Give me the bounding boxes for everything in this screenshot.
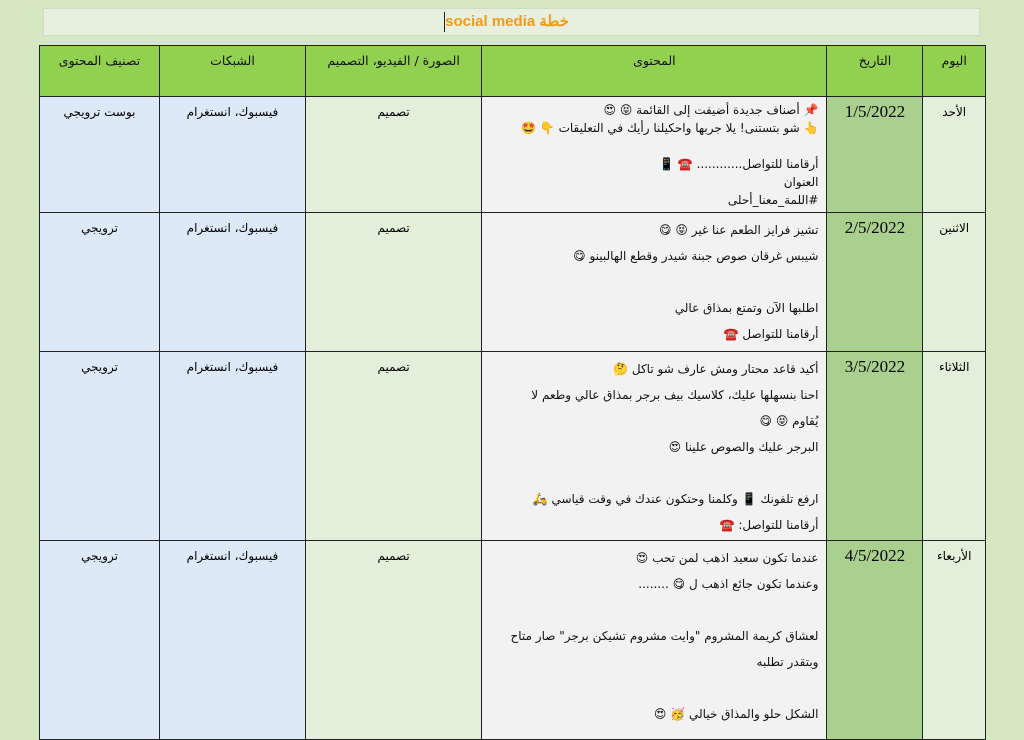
cell-content[interactable] [482,541,827,740]
content-line: أرقامنا للتواصل............ ☎️ 📱 [659,157,819,171]
table-row [40,213,986,352]
content-line: البرجر عليك والصوص علينا 😍 [668,440,819,454]
blank-line [488,597,818,623]
cell-day[interactable]: الأحد [923,97,986,213]
table-row [40,352,986,541]
table-row [40,97,986,213]
cell-day[interactable]: الثلاثاء [923,352,986,541]
content-line: أكيد قاعد محتار ومش عارف شو تاكل 🤔 [613,362,819,376]
content-line: وبتقدر تطلبه [756,655,819,669]
cell-date[interactable]: 3/5/2022 [827,352,923,541]
cell-media[interactable]: تصميم [305,352,481,541]
content-plan-table [39,45,986,740]
cell-content[interactable] [482,97,827,213]
content-line: لعشاق كريمة المشروم "وايت مشروم تشيكن برجر" صار متاح [510,629,819,643]
cell-networks[interactable]: فيسبوك، انستغرام [159,352,305,541]
cell-media[interactable]: تصميم [305,97,481,213]
cell-content[interactable] [482,213,827,352]
header-day: اليوم [923,46,986,97]
content-line: الشكل حلو والمذاق خيالي 🥳 😍 [653,707,819,721]
header-content: المحتوى [482,46,827,97]
header-networks: الشبكات [159,46,305,97]
cell-day[interactable]: الاثنين [923,213,986,352]
content-line: 📌 أصناف جديدة أضيفت إلى القائمة 😝 😍 [603,103,819,117]
content-line: أرقامنا للتواصل: ☎️ [719,518,819,532]
cell-date[interactable]: 1/5/2022 [827,97,923,213]
cell-category[interactable]: ترويجي [40,541,160,740]
blank-line [488,675,818,701]
cell-networks[interactable]: فيسبوك، انستغرام [159,541,305,740]
content-line: تشيز فرايز الطعم عنا غير 😝 😋 [659,223,819,237]
content-line: عندما تكون سعيد اذهب لمن تحب 😍 [635,551,819,565]
content-line: وعندما تكون جائع اذهب ل 😋 ........ [638,577,819,591]
content-line: شيبس غرقان صوص جبنة شيدر وقطع الهالبينو 😋 [573,249,819,263]
blank-line [488,460,818,486]
cell-networks[interactable]: فيسبوك، انستغرام [159,97,305,213]
sheet-title-text: خطة social media [445,13,569,30]
cell-day[interactable]: الأربعاء [923,541,986,740]
table-row [40,541,986,740]
header-row [40,46,986,97]
content-line: أرقامنا للتواصل ☎️ [723,327,819,341]
cell-date[interactable]: 2/5/2022 [827,213,923,352]
blank-line [488,269,818,295]
sheet-title[interactable] [43,8,980,36]
header-date: التاريخ [827,46,923,97]
cell-date[interactable]: 4/5/2022 [827,541,923,740]
cell-content[interactable] [482,352,827,541]
cell-networks[interactable]: فيسبوك، انستغرام [159,213,305,352]
cell-category[interactable]: ترويجي [40,352,160,541]
header-media: الصورة / الفيديو، التصميم [305,46,481,97]
content-line: #اللمة_معنا_أحلى [727,193,819,207]
blank-line [488,137,818,155]
content-line: يُقاوم 😝 😋 [759,414,819,428]
content-line: اطلبها الآن وتمتع بمذاق عالي [674,301,819,315]
content-line: احنا بنسهلها عليك، كلاسيك بيف برجر بمذاق عالي وطعم لا [531,388,819,402]
header-category: تصنيف المحتوى [40,46,160,97]
cell-media[interactable]: تصميم [305,213,481,352]
content-line: ارفع تلفونك 📱 وكلمنا وحتكون عندك في وقت قياسي 🛵 [532,492,819,506]
cell-media[interactable]: تصميم [305,541,481,740]
cell-category[interactable]: ترويجي [40,213,160,352]
content-line: 👆 شو بتستنى! يلا جربها واحكيلنا رأيك في التعليقات 👇 🤩 [521,121,819,135]
content-line: العنوان [783,175,819,189]
cell-category[interactable]: بوست ترويجي [40,97,160,213]
